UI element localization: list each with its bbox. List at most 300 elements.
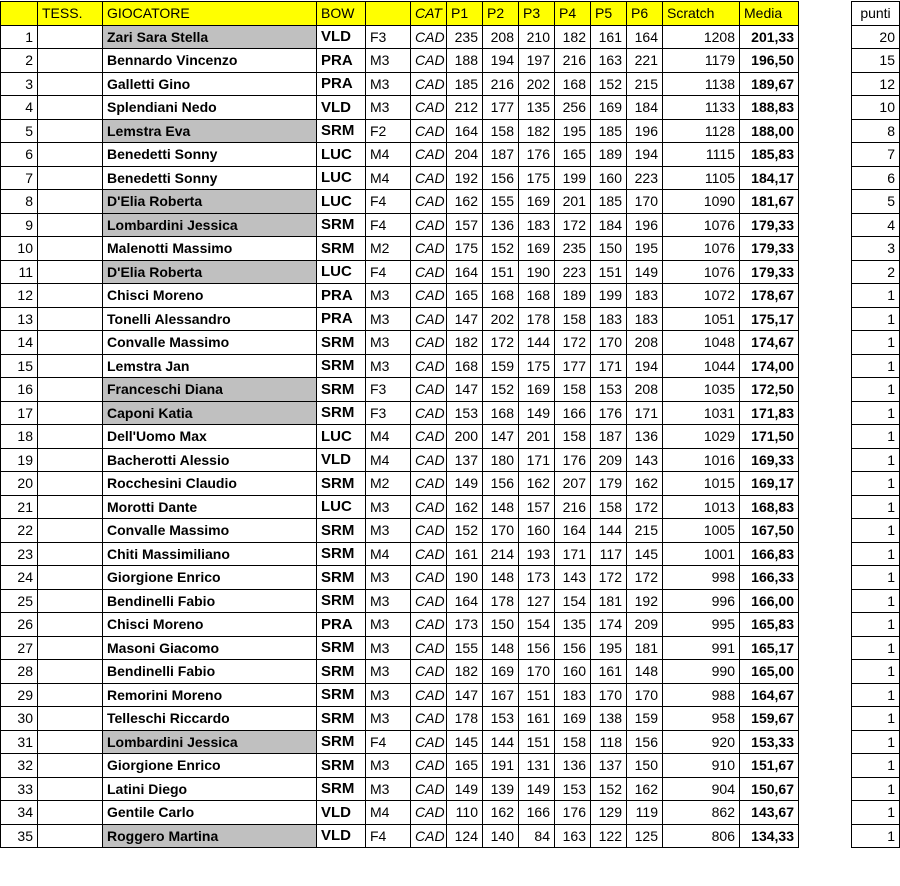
cell-pos[interactable]: 6: [1, 143, 38, 167]
cell-tess[interactable]: [38, 401, 103, 425]
cell-gender[interactable]: M3: [366, 354, 411, 378]
cell-avg[interactable]: 166,00: [740, 589, 799, 613]
cell-p2[interactable]: 155: [483, 190, 519, 214]
cell-pos[interactable]: 17: [1, 401, 38, 425]
cell-scratch[interactable]: 1072: [663, 284, 740, 308]
cell-avg[interactable]: 164,67: [740, 683, 799, 707]
cell-cat[interactable]: CAD: [411, 237, 447, 261]
header-p4[interactable]: P4: [555, 2, 591, 26]
cell-points[interactable]: 1: [852, 801, 900, 825]
cell-cat[interactable]: CAD: [411, 49, 447, 73]
cell-p4[interactable]: 176: [555, 801, 591, 825]
cell-avg[interactable]: 168,83: [740, 495, 799, 519]
cell-points[interactable]: 8: [852, 119, 900, 143]
cell-scratch[interactable]: 996: [663, 589, 740, 613]
cell-scratch[interactable]: 958: [663, 707, 740, 731]
cell-p5[interactable]: 138: [591, 707, 627, 731]
cell-scratch[interactable]: 1133: [663, 96, 740, 120]
cell-p2[interactable]: 168: [483, 284, 519, 308]
cell-p5[interactable]: 183: [591, 307, 627, 331]
cell-player[interactable]: Chisci Moreno: [103, 613, 317, 637]
cell-p6[interactable]: 208: [627, 378, 663, 402]
cell-pos[interactable]: 7: [1, 166, 38, 190]
cell-p2[interactable]: 216: [483, 72, 519, 96]
cell-avg[interactable]: 166,83: [740, 542, 799, 566]
cell-p2[interactable]: 214: [483, 542, 519, 566]
cell-gender[interactable]: M3: [366, 566, 411, 590]
cell-cat[interactable]: CAD: [411, 495, 447, 519]
cell-bow[interactable]: SRM: [317, 401, 366, 425]
cell-bow[interactable]: SRM: [317, 213, 366, 237]
cell-player[interactable]: Bendinelli Fabio: [103, 589, 317, 613]
cell-player[interactable]: Franceschi Diana: [103, 378, 317, 402]
cell-p2[interactable]: 187: [483, 143, 519, 167]
header-points[interactable]: punti: [852, 2, 900, 26]
cell-p3[interactable]: 176: [519, 143, 555, 167]
cell-p3[interactable]: 84: [519, 824, 555, 848]
cell-p1[interactable]: 147: [447, 307, 483, 331]
cell-p6[interactable]: 209: [627, 613, 663, 637]
cell-points[interactable]: 6: [852, 166, 900, 190]
cell-p3[interactable]: 173: [519, 566, 555, 590]
cell-pos[interactable]: 20: [1, 472, 38, 496]
cell-bow[interactable]: SRM: [317, 660, 366, 684]
cell-avg[interactable]: 171,50: [740, 425, 799, 449]
cell-avg[interactable]: 169,33: [740, 448, 799, 472]
cell-p4[interactable]: 158: [555, 425, 591, 449]
cell-bow[interactable]: SRM: [317, 730, 366, 754]
cell-p4[interactable]: 156: [555, 636, 591, 660]
cell-gender[interactable]: F4: [366, 190, 411, 214]
cell-p1[interactable]: 137: [447, 448, 483, 472]
cell-avg[interactable]: 175,17: [740, 307, 799, 331]
cell-scratch[interactable]: 862: [663, 801, 740, 825]
cell-player[interactable]: D'Elia Roberta: [103, 190, 317, 214]
cell-points[interactable]: 1: [852, 284, 900, 308]
cell-gender[interactable]: M3: [366, 707, 411, 731]
cell-p6[interactable]: 149: [627, 260, 663, 284]
cell-avg[interactable]: 165,00: [740, 660, 799, 684]
cell-tess[interactable]: [38, 96, 103, 120]
cell-p3[interactable]: 151: [519, 730, 555, 754]
cell-scratch[interactable]: 1035: [663, 378, 740, 402]
cell-p1[interactable]: 162: [447, 495, 483, 519]
cell-p2[interactable]: 178: [483, 589, 519, 613]
cell-player[interactable]: Benedetti Sonny: [103, 143, 317, 167]
cell-cat[interactable]: CAD: [411, 472, 447, 496]
cell-pos[interactable]: 16: [1, 378, 38, 402]
cell-p4[interactable]: 183: [555, 683, 591, 707]
cell-p6[interactable]: 223: [627, 166, 663, 190]
cell-p5[interactable]: 150: [591, 237, 627, 261]
cell-p2[interactable]: 177: [483, 96, 519, 120]
cell-p6[interactable]: 196: [627, 213, 663, 237]
cell-avg[interactable]: 153,33: [740, 730, 799, 754]
cell-p5[interactable]: 170: [591, 331, 627, 355]
cell-avg[interactable]: 188,83: [740, 96, 799, 120]
cell-scratch[interactable]: 998: [663, 566, 740, 590]
cell-p5[interactable]: 176: [591, 401, 627, 425]
cell-bow[interactable]: PRA: [317, 284, 366, 308]
cell-p3[interactable]: 175: [519, 166, 555, 190]
cell-avg[interactable]: 174,00: [740, 354, 799, 378]
cell-player[interactable]: Zari Sara Stella: [103, 25, 317, 49]
cell-p1[interactable]: 164: [447, 119, 483, 143]
cell-p1[interactable]: 178: [447, 707, 483, 731]
cell-gender[interactable]: F2: [366, 119, 411, 143]
cell-player[interactable]: Dell'Uomo Max: [103, 425, 317, 449]
cell-pos[interactable]: 11: [1, 260, 38, 284]
cell-p1[interactable]: 192: [447, 166, 483, 190]
cell-p4[interactable]: 207: [555, 472, 591, 496]
cell-points[interactable]: 1: [852, 519, 900, 543]
header-gender[interactable]: [366, 2, 411, 26]
cell-p3[interactable]: 166: [519, 801, 555, 825]
cell-points[interactable]: 1: [852, 425, 900, 449]
cell-player[interactable]: Lemstra Eva: [103, 119, 317, 143]
cell-tess[interactable]: [38, 25, 103, 49]
cell-points[interactable]: 1: [852, 495, 900, 519]
cell-p6[interactable]: 171: [627, 401, 663, 425]
header-player[interactable]: GIOCATORE: [103, 2, 317, 26]
cell-pos[interactable]: 31: [1, 730, 38, 754]
header-tess[interactable]: TESS.: [38, 2, 103, 26]
cell-pos[interactable]: 5: [1, 119, 38, 143]
cell-p2[interactable]: 151: [483, 260, 519, 284]
cell-p6[interactable]: 192: [627, 589, 663, 613]
cell-avg[interactable]: 159,67: [740, 707, 799, 731]
cell-bow[interactable]: SRM: [317, 589, 366, 613]
cell-scratch[interactable]: 1029: [663, 425, 740, 449]
cell-p3[interactable]: 131: [519, 754, 555, 778]
cell-p4[interactable]: 160: [555, 660, 591, 684]
cell-gender[interactable]: M3: [366, 519, 411, 543]
cell-p2[interactable]: 156: [483, 166, 519, 190]
cell-pos[interactable]: 15: [1, 354, 38, 378]
cell-p6[interactable]: 145: [627, 542, 663, 566]
cell-player[interactable]: Lombardini Jessica: [103, 730, 317, 754]
cell-p5[interactable]: 161: [591, 660, 627, 684]
cell-avg[interactable]: 165,17: [740, 636, 799, 660]
cell-gender[interactable]: M4: [366, 448, 411, 472]
cell-avg[interactable]: 166,33: [740, 566, 799, 590]
cell-player[interactable]: Lemstra Jan: [103, 354, 317, 378]
cell-p2[interactable]: 139: [483, 777, 519, 801]
cell-player[interactable]: Lombardini Jessica: [103, 213, 317, 237]
cell-pos[interactable]: 8: [1, 190, 38, 214]
cell-p2[interactable]: 156: [483, 472, 519, 496]
header-p1[interactable]: P1: [447, 2, 483, 26]
cell-p2[interactable]: 150: [483, 613, 519, 637]
cell-p4[interactable]: 235: [555, 237, 591, 261]
cell-points[interactable]: 1: [852, 730, 900, 754]
cell-p3[interactable]: 169: [519, 190, 555, 214]
cell-p4[interactable]: 154: [555, 589, 591, 613]
cell-scratch[interactable]: 1208: [663, 25, 740, 49]
cell-tess[interactable]: [38, 260, 103, 284]
cell-p5[interactable]: 174: [591, 613, 627, 637]
cell-cat[interactable]: CAD: [411, 613, 447, 637]
cell-p2[interactable]: 148: [483, 566, 519, 590]
cell-pos[interactable]: 9: [1, 213, 38, 237]
cell-p4[interactable]: 189: [555, 284, 591, 308]
cell-player[interactable]: Latini Diego: [103, 777, 317, 801]
cell-bow[interactable]: PRA: [317, 72, 366, 96]
cell-gender[interactable]: M3: [366, 284, 411, 308]
cell-p6[interactable]: 181: [627, 636, 663, 660]
cell-bow[interactable]: VLD: [317, 824, 366, 848]
cell-p6[interactable]: 208: [627, 331, 663, 355]
cell-p6[interactable]: 196: [627, 119, 663, 143]
cell-p4[interactable]: 195: [555, 119, 591, 143]
cell-avg[interactable]: 151,67: [740, 754, 799, 778]
cell-player[interactable]: Gentile Carlo: [103, 801, 317, 825]
cell-bow[interactable]: LUC: [317, 166, 366, 190]
cell-player[interactable]: Telleschi Riccardo: [103, 707, 317, 731]
cell-p1[interactable]: 173: [447, 613, 483, 637]
cell-bow[interactable]: VLD: [317, 96, 366, 120]
cell-scratch[interactable]: 1005: [663, 519, 740, 543]
cell-p6[interactable]: 156: [627, 730, 663, 754]
cell-p4[interactable]: 135: [555, 613, 591, 637]
cell-points[interactable]: 20: [852, 25, 900, 49]
cell-p6[interactable]: 170: [627, 190, 663, 214]
cell-tess[interactable]: [38, 495, 103, 519]
cell-p6[interactable]: 148: [627, 660, 663, 684]
cell-points[interactable]: 1: [852, 707, 900, 731]
cell-p4[interactable]: 153: [555, 777, 591, 801]
cell-p6[interactable]: 221: [627, 49, 663, 73]
cell-bow[interactable]: SRM: [317, 119, 366, 143]
cell-p6[interactable]: 172: [627, 566, 663, 590]
cell-p5[interactable]: 185: [591, 119, 627, 143]
cell-bow[interactable]: VLD: [317, 801, 366, 825]
cell-pos[interactable]: 12: [1, 284, 38, 308]
cell-p3[interactable]: 160: [519, 519, 555, 543]
cell-avg[interactable]: 185,83: [740, 143, 799, 167]
cell-avg[interactable]: 150,67: [740, 777, 799, 801]
cell-scratch[interactable]: 1115: [663, 143, 740, 167]
cell-scratch[interactable]: 995: [663, 613, 740, 637]
cell-pos[interactable]: 27: [1, 636, 38, 660]
cell-points[interactable]: 10: [852, 96, 900, 120]
header-bow[interactable]: BOW: [317, 2, 366, 26]
cell-p6[interactable]: 170: [627, 683, 663, 707]
header-p2[interactable]: P2: [483, 2, 519, 26]
cell-cat[interactable]: CAD: [411, 72, 447, 96]
cell-p6[interactable]: 119: [627, 801, 663, 825]
cell-p3[interactable]: 156: [519, 636, 555, 660]
cell-pos[interactable]: 33: [1, 777, 38, 801]
cell-p1[interactable]: 124: [447, 824, 483, 848]
cell-cat[interactable]: CAD: [411, 683, 447, 707]
cell-gender[interactable]: M3: [366, 777, 411, 801]
cell-scratch[interactable]: 988: [663, 683, 740, 707]
cell-cat[interactable]: CAD: [411, 307, 447, 331]
cell-player[interactable]: Roggero Martina: [103, 824, 317, 848]
cell-p1[interactable]: 204: [447, 143, 483, 167]
cell-p2[interactable]: 162: [483, 801, 519, 825]
cell-cat[interactable]: CAD: [411, 566, 447, 590]
cell-cat[interactable]: CAD: [411, 519, 447, 543]
cell-p2[interactable]: 180: [483, 448, 519, 472]
cell-p6[interactable]: 194: [627, 143, 663, 167]
cell-points[interactable]: 7: [852, 143, 900, 167]
cell-avg[interactable]: 189,67: [740, 72, 799, 96]
cell-cat[interactable]: CAD: [411, 284, 447, 308]
cell-gender[interactable]: F4: [366, 213, 411, 237]
cell-tess[interactable]: [38, 119, 103, 143]
cell-p5[interactable]: 169: [591, 96, 627, 120]
cell-bow[interactable]: SRM: [317, 331, 366, 355]
cell-p6[interactable]: 162: [627, 777, 663, 801]
cell-p5[interactable]: 163: [591, 49, 627, 73]
cell-bow[interactable]: PRA: [317, 49, 366, 73]
cell-p6[interactable]: 183: [627, 284, 663, 308]
cell-tess[interactable]: [38, 824, 103, 848]
cell-player[interactable]: Bendinelli Fabio: [103, 660, 317, 684]
cell-points[interactable]: 1: [852, 613, 900, 637]
cell-player[interactable]: Convalle Massimo: [103, 331, 317, 355]
cell-p1[interactable]: 164: [447, 260, 483, 284]
cell-p2[interactable]: 147: [483, 425, 519, 449]
cell-p2[interactable]: 136: [483, 213, 519, 237]
cell-cat[interactable]: CAD: [411, 401, 447, 425]
header-p3[interactable]: P3: [519, 2, 555, 26]
cell-p3[interactable]: 182: [519, 119, 555, 143]
cell-points[interactable]: 1: [852, 660, 900, 684]
cell-player[interactable]: Remorini Moreno: [103, 683, 317, 707]
cell-p5[interactable]: 160: [591, 166, 627, 190]
cell-avg[interactable]: 184,17: [740, 166, 799, 190]
cell-p3[interactable]: 149: [519, 401, 555, 425]
cell-player[interactable]: Chisci Moreno: [103, 284, 317, 308]
cell-gender[interactable]: F3: [366, 25, 411, 49]
cell-points[interactable]: 1: [852, 448, 900, 472]
cell-p6[interactable]: 136: [627, 425, 663, 449]
cell-pos[interactable]: 22: [1, 519, 38, 543]
cell-scratch[interactable]: 1076: [663, 237, 740, 261]
cell-p6[interactable]: 215: [627, 519, 663, 543]
cell-tess[interactable]: [38, 730, 103, 754]
cell-p6[interactable]: 194: [627, 354, 663, 378]
cell-p1[interactable]: 153: [447, 401, 483, 425]
cell-scratch[interactable]: 910: [663, 754, 740, 778]
cell-p1[interactable]: 147: [447, 683, 483, 707]
cell-tess[interactable]: [38, 448, 103, 472]
cell-p4[interactable]: 164: [555, 519, 591, 543]
cell-cat[interactable]: CAD: [411, 448, 447, 472]
cell-p2[interactable]: 208: [483, 25, 519, 49]
cell-cat[interactable]: CAD: [411, 378, 447, 402]
cell-scratch[interactable]: 1031: [663, 401, 740, 425]
cell-gender[interactable]: F4: [366, 730, 411, 754]
cell-tess[interactable]: [38, 331, 103, 355]
cell-pos[interactable]: 34: [1, 801, 38, 825]
cell-points[interactable]: 5: [852, 190, 900, 214]
cell-p4[interactable]: 158: [555, 307, 591, 331]
cell-p4[interactable]: 201: [555, 190, 591, 214]
cell-p3[interactable]: 135: [519, 96, 555, 120]
cell-tess[interactable]: [38, 49, 103, 73]
cell-bow[interactable]: SRM: [317, 378, 366, 402]
cell-avg[interactable]: 196,50: [740, 49, 799, 73]
cell-scratch[interactable]: 991: [663, 636, 740, 660]
cell-cat[interactable]: CAD: [411, 754, 447, 778]
cell-gender[interactable]: M4: [366, 801, 411, 825]
cell-p5[interactable]: 151: [591, 260, 627, 284]
cell-pos[interactable]: 21: [1, 495, 38, 519]
cell-p4[interactable]: 165: [555, 143, 591, 167]
cell-tess[interactable]: [38, 72, 103, 96]
cell-bow[interactable]: LUC: [317, 190, 366, 214]
cell-p5[interactable]: 172: [591, 566, 627, 590]
cell-tess[interactable]: [38, 166, 103, 190]
cell-tess[interactable]: [38, 660, 103, 684]
cell-gender[interactable]: M3: [366, 660, 411, 684]
cell-p3[interactable]: 168: [519, 284, 555, 308]
cell-tess[interactable]: [38, 519, 103, 543]
cell-gender[interactable]: M4: [366, 425, 411, 449]
cell-p1[interactable]: 162: [447, 190, 483, 214]
cell-p2[interactable]: 169: [483, 660, 519, 684]
cell-bow[interactable]: SRM: [317, 542, 366, 566]
cell-player[interactable]: D'Elia Roberta: [103, 260, 317, 284]
cell-bow[interactable]: LUC: [317, 143, 366, 167]
cell-pos[interactable]: 14: [1, 331, 38, 355]
cell-avg[interactable]: 134,33: [740, 824, 799, 848]
cell-p2[interactable]: 148: [483, 636, 519, 660]
cell-tess[interactable]: [38, 542, 103, 566]
cell-p1[interactable]: 190: [447, 566, 483, 590]
cell-avg[interactable]: 169,17: [740, 472, 799, 496]
cell-p5[interactable]: 152: [591, 72, 627, 96]
cell-pos[interactable]: 24: [1, 566, 38, 590]
cell-p1[interactable]: 147: [447, 378, 483, 402]
cell-pos[interactable]: 3: [1, 72, 38, 96]
cell-p1[interactable]: 165: [447, 754, 483, 778]
cell-points[interactable]: 1: [852, 566, 900, 590]
cell-bow[interactable]: SRM: [317, 566, 366, 590]
cell-scratch[interactable]: 806: [663, 824, 740, 848]
cell-gender[interactable]: M2: [366, 237, 411, 261]
cell-p3[interactable]: 161: [519, 707, 555, 731]
cell-pos[interactable]: 18: [1, 425, 38, 449]
cell-scratch[interactable]: 1076: [663, 260, 740, 284]
cell-cat[interactable]: CAD: [411, 801, 447, 825]
cell-pos[interactable]: 1: [1, 25, 38, 49]
cell-p3[interactable]: 162: [519, 472, 555, 496]
cell-scratch[interactable]: 1076: [663, 213, 740, 237]
cell-bow[interactable]: PRA: [317, 613, 366, 637]
cell-p4[interactable]: 171: [555, 542, 591, 566]
cell-tess[interactable]: [38, 683, 103, 707]
cell-points[interactable]: 1: [852, 589, 900, 613]
cell-p2[interactable]: 172: [483, 331, 519, 355]
cell-gender[interactable]: M3: [366, 754, 411, 778]
cell-player[interactable]: Galletti Gino: [103, 72, 317, 96]
cell-points[interactable]: 1: [852, 683, 900, 707]
cell-p1[interactable]: 161: [447, 542, 483, 566]
cell-gender[interactable]: M3: [366, 307, 411, 331]
cell-p3[interactable]: 169: [519, 237, 555, 261]
cell-p2[interactable]: 194: [483, 49, 519, 73]
cell-points[interactable]: 1: [852, 354, 900, 378]
cell-p5[interactable]: 153: [591, 378, 627, 402]
cell-player[interactable]: Convalle Massimo: [103, 519, 317, 543]
cell-p5[interactable]: 118: [591, 730, 627, 754]
cell-points[interactable]: 1: [852, 636, 900, 660]
